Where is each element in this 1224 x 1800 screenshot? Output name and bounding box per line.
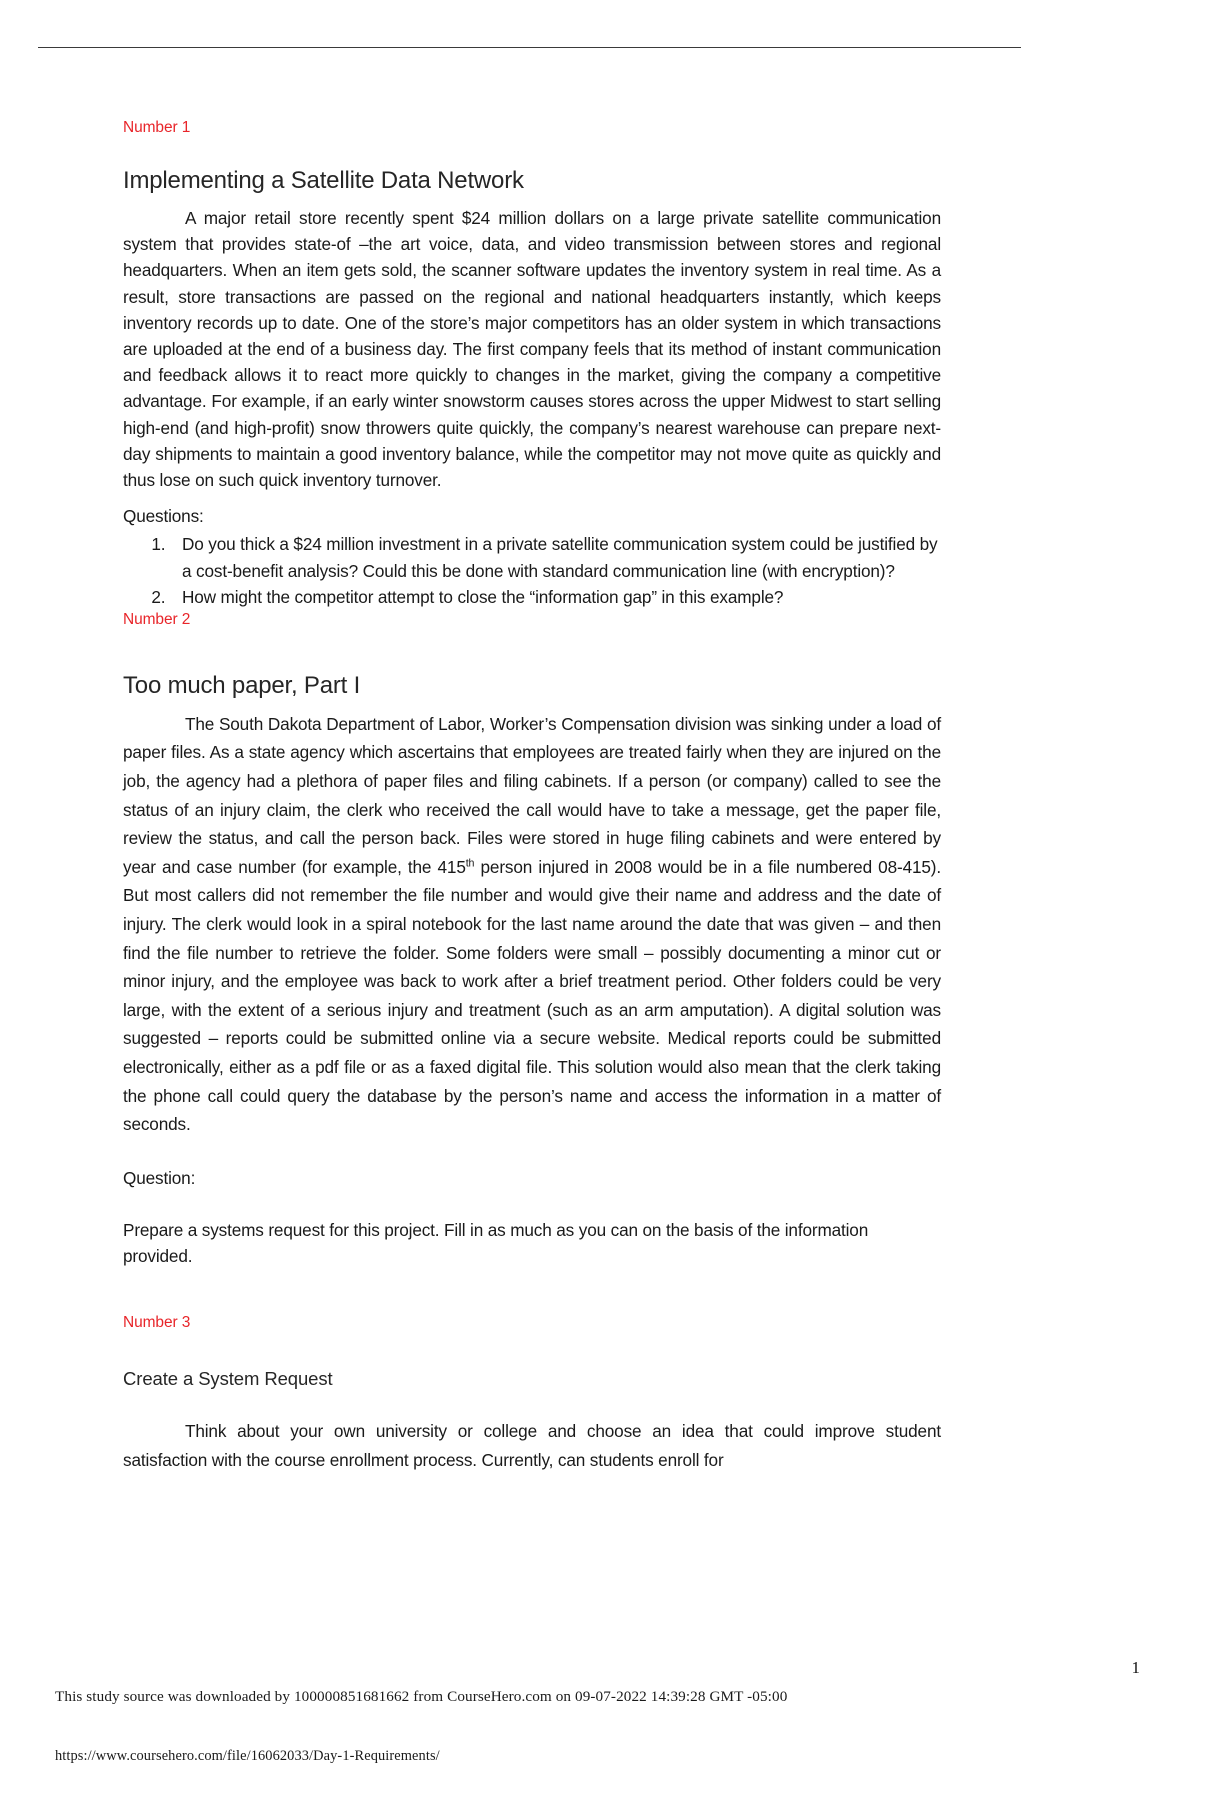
section-2-paragraph-part-1: The South Dakota Department of Labor, Worker’s Compensation division was sinking under a load of paper files. As a state agency which ascertains that employees are treated fairly when they are injured on the job, the agency had a plethora of paper files and filing cabinets. If a person (or company) called to see the status of an injury claim, the clerk who received the call would have to take a message, get the paper file, review the status, and call the person back. Files were stored in huge filing cabinets and were entered by year and case number (for example, the 415: [123, 713, 941, 877]
coursehero-download-note: This study source was downloaded by 100000851681662 from CourseHero.com on 09-07-2022 14:39:28 GMT -05:00: [55, 1688, 788, 1705]
section-1-paragraph: A major retail store recently spent $24 million dollars on a large private satellite communication system that provides state-of –the art voice, data, and video transmission between stores and regional headquarters. When an item gets sold, the scanner software updates the inventory system in real time. As a result, store transactions are passed on the regional and national headquarters instantly, which keeps inventory records up to date. One of the store’s major competitors has an older system in which transactions are uploaded at the end of a business day. The first company feels that its method of instant communication and feedback allows it to react more quickly to changes in the market, giving the company a competitive advantage. For example, if an early winter snowstorm causes stores across the upper Midwest to start selling high-end (and high-profit) snow throwers quite quickly, the company’s nearest warehouse can prepare next-day shipments to maintain a good inventory balance, while the competitor may not move quite as quickly and thus lose on such quick inventory turnover.: [123, 207, 941, 490]
section-1-question-list: [123, 531, 941, 610]
document-body: [123, 118, 941, 1475]
section-label-number-1: Number 1: [123, 119, 191, 136]
page-number: 1: [1131, 1658, 1140, 1677]
section-3-paragraph: Think about your own university or college and choose an idea that could improve student satisfaction with the course enrollment process. Currently, can students enroll for: [123, 1421, 941, 1470]
section-label-number-3: Number 3: [123, 1314, 191, 1332]
questions-label: Questions:: [123, 506, 204, 527]
list-item: 2. How might the competitor attempt to close the “information gap” in this example?: [170, 584, 941, 610]
section-2-paragraph: [123, 710, 941, 1139]
coursehero-source-url: https://www.coursehero.com/file/16062033/Day-1-Requirements/: [55, 1748, 440, 1764]
section-label-number-2: Number 2: [123, 610, 191, 628]
section-2-paragraph-part-2: person injured in 2008 would be in a file numbered 08-415). But most callers did not remember the file number and would give their name and address and the date of injury. The clerk would look in a spiral notebook for the last name around the date that was given – and then find the file number to retrieve the folder. Some folders were small – possibly documenting a minor cut or minor injury, and the employee was back to work after a brief treatment period. Other folders could be very large, with the extent of a serious injury and treatment (such as an arm amputation). A digital solution was suggested – reports could be submitted online via a secure website. Medical reports could be submitted electronically, either as a pdf file or as a faxed digital file. This solution would also mean that the clerk taking the phone call could query the database by the person’s name and access the information in a matter of seconds.: [123, 856, 941, 1135]
section-2-question-body: Prepare a systems request for this project. Fill in as much as you can on the basis of the information provided.: [123, 1220, 869, 1267]
ordinal-superscript: th: [465, 857, 475, 870]
section-subhead-create-a-system-request: Create a System Request: [123, 1368, 333, 1390]
section-title-satellite-data-network: Implementing a Satellite Data Network: [123, 166, 524, 194]
header-divider: [38, 47, 1021, 48]
section-title-too-much-paper: Too much paper, Part I: [123, 671, 361, 699]
list-item: 1. Do you thick a $24 million investment in a private satellite communication system could be justified by a cost-benefit analysis? Could this be done with standard communication line (with encryption)?: [170, 531, 941, 583]
question-label: Question:: [123, 1167, 196, 1188]
